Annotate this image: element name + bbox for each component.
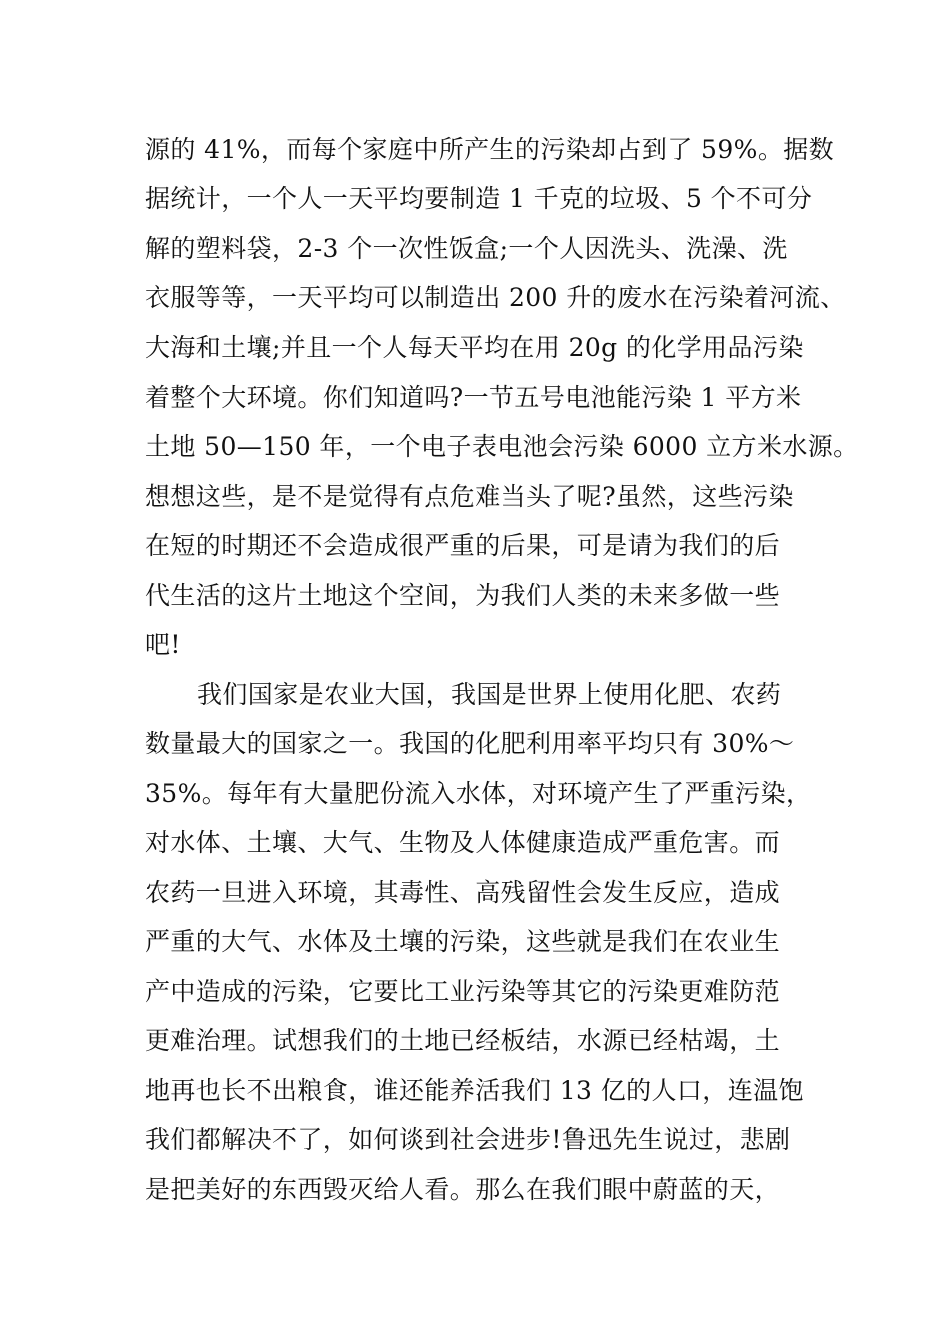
text-line: 我们都解决不了，如何谈到社会进步!鲁迅先生说过，悲剧	[145, 1125, 791, 1154]
text-line: 地再也长不出粮食，谁还能养活我们 13 亿的人口，连温饱	[145, 1076, 804, 1105]
text-line: 据统计，一个人一天平均要制造 1 千克的垃圾、5 个不可分	[145, 184, 813, 213]
text-line: 35%。每年有大量肥份流入水体，对环境产生了严重污染，	[145, 779, 812, 808]
text-line: 代生活的这片土地这个空间，为我们人类的未来多做一些	[145, 581, 781, 610]
text-line: 解的塑料袋，2-3 个一次性饭盒;一个人因洗头、洗澡、洗	[145, 234, 788, 263]
text-line: 源的 41%，而每个家庭中所产生的污染却占到了 59%。据数	[145, 135, 835, 164]
text-line: 吧!	[145, 630, 181, 659]
text-line: 土地 50—150 年，一个电子表电池会污染 6000 立方米水源。	[145, 432, 859, 461]
text-line: 想想这些，是不是觉得有点危难当头了呢?虽然，这些污染	[145, 482, 794, 511]
text-line: 产中造成的污染，它要比工业污染等其它的污染更难防范	[145, 977, 781, 1006]
text-line: 更难治理。试想我们的土地已经板结，水源已经枯竭，土	[145, 1026, 781, 1055]
text-line: 数量最大的国家之一。我国的化肥利用率平均只有 30%～	[145, 729, 795, 758]
paragraph-first-line: 我们国家是农业大国，我国是世界上使用化肥、农药	[197, 680, 782, 709]
text-line: 严重的大气、水体及土壤的污染，这些就是我们在农业生	[145, 927, 781, 956]
text-line: 农药一旦进入环境，其毒性、高残留性会发生反应，造成	[145, 878, 781, 907]
text-line: 在短的时期还不会造成很严重的后果，可是请为我们的后	[145, 531, 781, 560]
text-line: 着整个大环境。你们知道吗?一节五号电池能污染 1 平方米	[145, 383, 802, 412]
text-line: 衣服等等，一天平均可以制造出 200 升的废水在污染着河流、	[145, 283, 846, 312]
text-line: 是把美好的东西毁灭给人看。那么在我们眼中蔚蓝的天，	[145, 1175, 781, 1204]
text-line: 大海和土壤;并且一个人每天平均在用 20g 的化学用品污染	[145, 333, 804, 362]
text-line: 对水体、土壤、大气、生物及人体健康造成严重危害。而	[145, 828, 781, 857]
